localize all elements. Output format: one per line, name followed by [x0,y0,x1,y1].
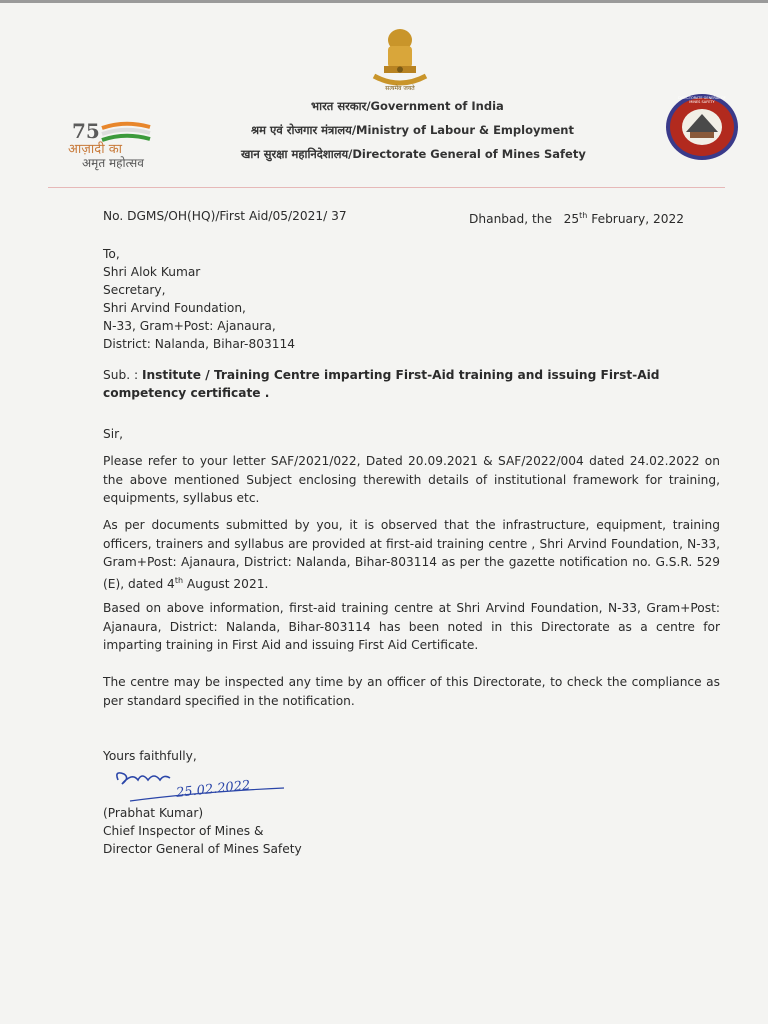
paragraph-4: The centre may be inspected any time by an officer of this Directorate, to check the compliance as per standard specified in the notification. [103,675,720,708]
reference-number: No. DGMS/OH(HQ)/First Aid/05/2021/ 37 [103,209,347,223]
national-emblem [368,26,432,96]
signature-date: 25.02.2022 [175,778,252,801]
header-divider [48,187,725,188]
address-line: N-33, Gram+Post: Ajanaura, [103,319,276,333]
paragraph-2-end: August 2021. [183,576,269,591]
signer-title-2: Director General of Mines Safety [103,842,302,856]
address-line: District: Nalanda, Bihar-803114 [103,337,295,351]
subject-line-1: Institute / Training Centre imparting First-Aid training and issuing First-Aid [141,368,660,382]
dgms-seal-text: DIRECTORATE GENERAL OF MINES SAFETY [678,96,726,104]
date-month-year: February, 2022 [591,212,685,227]
signer-title-1: Chief Inspector of Mines & [103,824,264,838]
header-line-directorate: खान सुरक्षा महानिदेशालय/Directorate General of Mines Safety [241,147,586,161]
salutation: Sir, [103,427,124,441]
paragraph-2 [103,516,720,593]
address-line: Shri Alok Kumar [103,265,201,279]
emblem-motto: सत्यमेव जयते [385,85,415,92]
letter-date [469,207,684,228]
amrit-line-1: आज़ादी का [68,142,123,157]
amrit-line-2: अमृत महोत्सव [82,156,144,170]
paragraph-2-sup: th [174,575,184,585]
recipient-address [103,263,295,353]
subject-label: Sub. : [103,368,139,382]
header-line-government: भारत सरकार/Government of India [311,99,504,113]
paragraph-3: Based on above information, first-aid training centre at Shri Arvind Foundation, N-33, Gram+Post: Ajanaura, District: Nalanda, Bihar-803114 has been noted in this Directorate as a centre for imparting training in First Aid and issuing First Aid Certificate. [103,601,720,652]
signer-name: (Prabhat Kumar) [103,806,204,820]
date-suffix: th [579,211,588,220]
address-line: Secretary, [103,283,166,297]
azadi-ka-amrit-mahotsav-logo [64,118,184,168]
subject [103,366,703,402]
header-line-ministry: श्रम एवं रोजगार मंत्रालय/Ministry of Labour & Employment [251,123,574,137]
closing: Yours faithfully, [103,749,197,763]
to-line: To, [103,247,120,261]
date-day: 25 [563,212,580,227]
date-prefix: Dhanbad, the [469,212,552,227]
svg-text:75: 75 [72,119,100,143]
dgms-seal [664,92,740,162]
paragraph-1: Please refer to your letter SAF/2021/022, Dated 20.09.2021 & SAF/2022/004 dated 24.02.2022 on the above mentioned Subject enclosing therewith details of institutional framework for training, equipments, syllabus etc. [103,454,720,505]
subject-line-2: competency certificate . [103,386,270,400]
handwritten-signature [108,768,308,808]
scan-top-edge [0,0,768,3]
address-line: Shri Arvind Foundation, [103,301,246,315]
paragraph-2-text: As per documents submitted by you, it is observed that the infrastructure, equipment, training officers, trainers and syllabus are provided at first-aid training centre , Shri Arvind Foundation, N-33, Gram+Post: Ajanaura, District: Nalanda, Bihar-803114 as per the gazette notification no. G.S.R. 529 (E), dated 4 [103,518,720,591]
